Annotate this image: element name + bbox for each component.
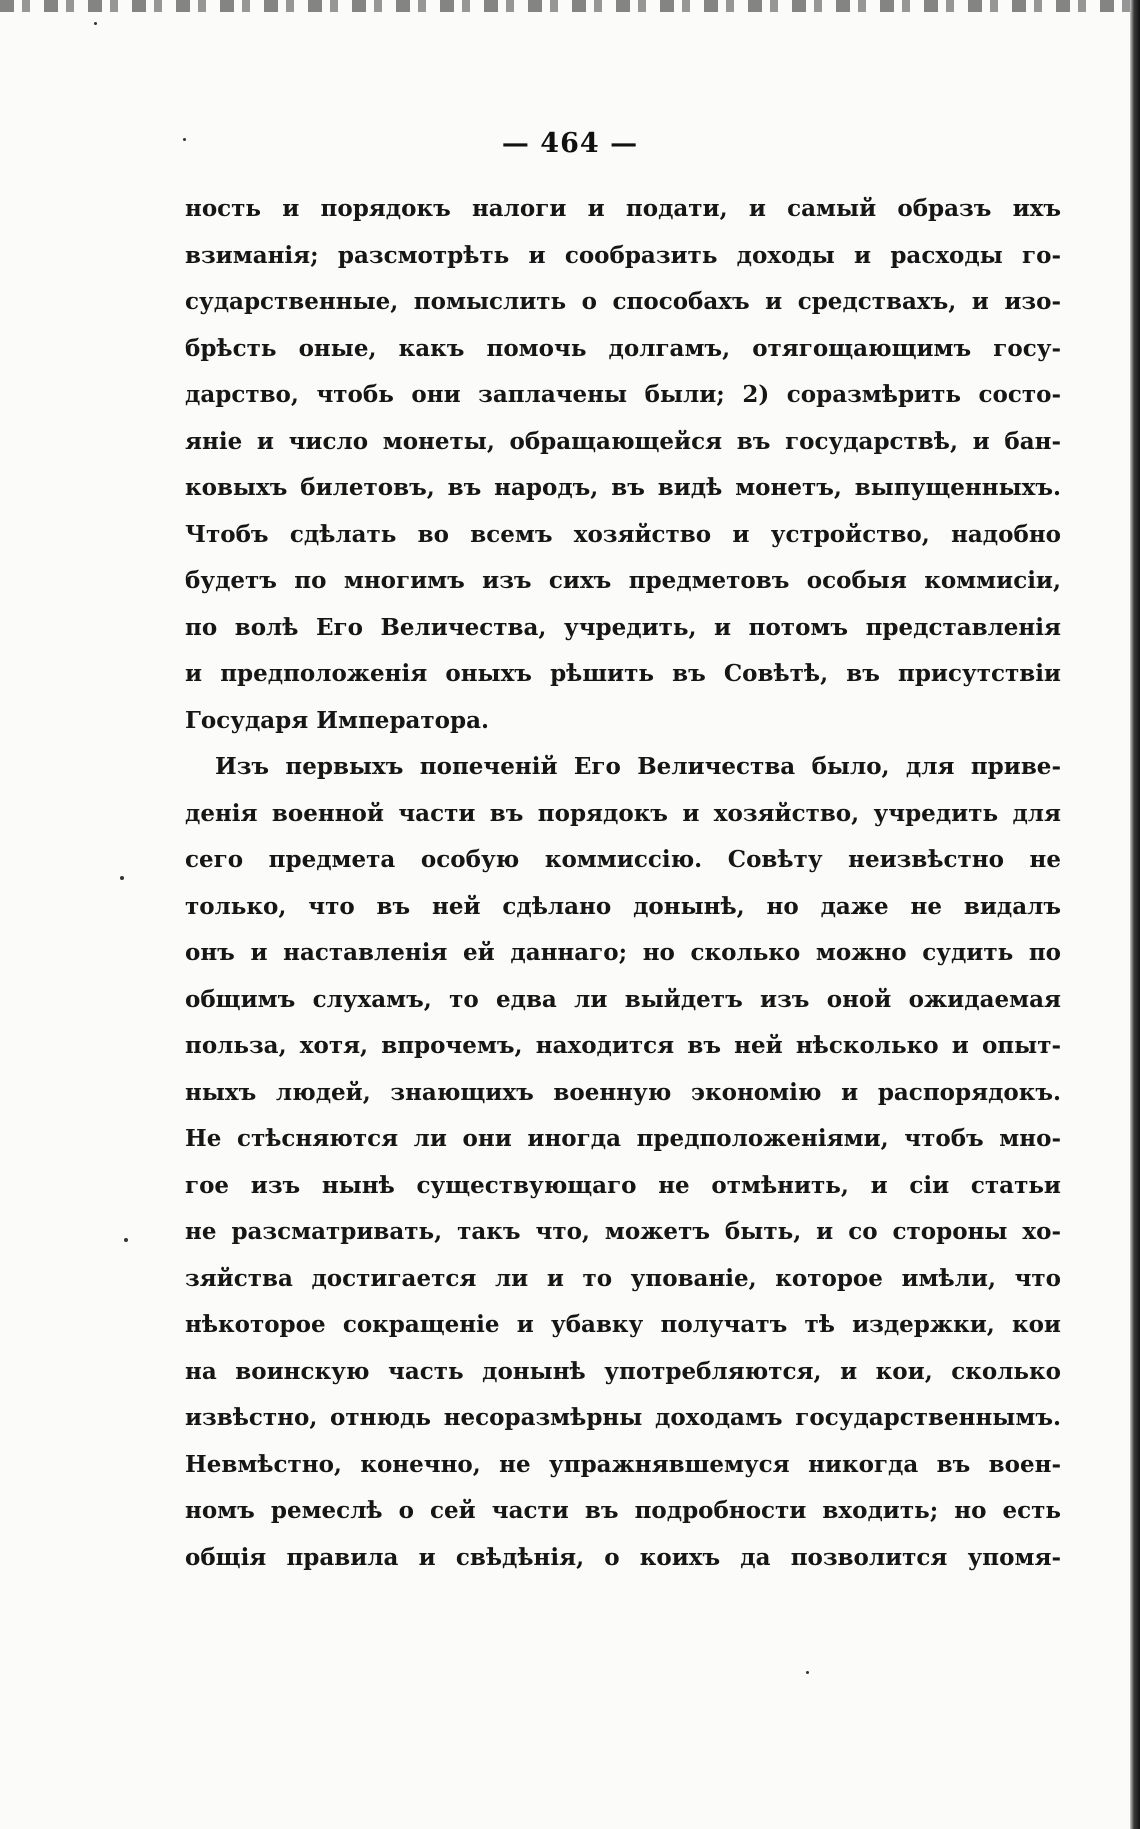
text-line: Невмѣстно, конечно, не упражнявшемуся никогда въ воен-	[185, 1450, 1061, 1478]
text-line: номъ ремеслѣ о сей части въ подробности входить; но есть	[185, 1497, 1061, 1524]
text-line: сударственные, помыслить о способахъ и средствахъ, и изо-	[185, 288, 1061, 315]
text-line: взиманія; разсмотрѣть и сообразить доходы и расходы го-	[185, 241, 1061, 269]
text-line: гое изъ нынѣ существующаго не отмѣнить, и сіи статьи	[185, 1171, 1061, 1199]
text-line: Изъ первыхъ попеченій Его Величества было, для приве-	[215, 753, 1061, 780]
text-line: извѣстно, отнюдь несоразмѣрны доходамъ государственнымъ.	[185, 1404, 1061, 1431]
text-line: и предположенія оныхъ рѣшить въ Совѣтѣ, въ присутствіи	[185, 660, 1061, 687]
scan-speck	[124, 1238, 128, 1242]
text-line: дарство, чтобь они заплачены были; 2) соразмѣрить состо-	[185, 381, 1061, 408]
scan-top-edge	[0, 0, 1140, 12]
scan-speck	[120, 876, 124, 880]
text-line: ность и порядокъ налоги и подати, и самый образъ ихъ	[185, 195, 1061, 222]
text-line: на воинскую часть донынѣ употребляются, и кои, сколько	[185, 1357, 1061, 1385]
body-text	[185, 186, 1061, 1581]
text-line: польза, хотя, впрочемъ, находится въ ней нѣсколько и опыт-	[185, 1032, 1061, 1059]
text-line: ковыхъ билетовъ, въ народъ, въ видѣ монетъ, выпущенныхъ.	[185, 474, 1061, 501]
text-line: онъ и наставленія ей даннаго; но сколько можно судить по	[185, 939, 1061, 966]
text-line: нѣкоторое сокращеніе и убавку получатъ тѣ издержки, кои	[185, 1311, 1061, 1338]
text-line: ныхъ людей, знающихъ военную экономію и распорядокъ.	[185, 1078, 1061, 1106]
page-number: — 464 —	[501, 128, 639, 159]
text-line: будетъ по многимъ изъ сихъ предметовъ особыя коммисіи,	[185, 567, 1061, 594]
text-line: яніе и число монеты, обращающейся въ государствѣ, и бан-	[185, 427, 1061, 455]
text-line: брѣсть оные, какъ помочь долгамъ, отягощающимъ госу-	[185, 334, 1061, 362]
text-line: сего предмета особую коммиссію. Совѣту неизвѣстно не	[185, 846, 1061, 873]
text-line: по волѣ Его Величества, учредить, и потомъ представленія	[185, 613, 1061, 641]
scan-speck	[94, 22, 97, 25]
text-line: Не стѣсняются ли они иногда предположеніями, чтобъ мно-	[185, 1125, 1061, 1152]
scan-right-edge	[1130, 0, 1140, 1829]
text-line: денія военной части въ порядокъ и хозяйство, учредить для	[185, 799, 1061, 827]
text-line: Государя Императора.	[185, 706, 490, 734]
text-line: не разсматривать, такъ что, можетъ быть, и со стороны хо-	[185, 1218, 1061, 1245]
text-line: зяйства достигается ли и то упованіе, которое имѣли, что	[185, 1264, 1061, 1292]
text-line: общія правила и свѣдѣнія, о коихъ да позволится упомя-	[185, 1543, 1061, 1571]
text-line: общимъ слухамъ, то едва ли выйдетъ изъ оной ожидаемая	[185, 985, 1061, 1013]
text-line: Чтобъ сдѣлать во всемъ хозяйство и устройство, надобно	[185, 520, 1061, 548]
scan-speck	[806, 1671, 809, 1674]
text-line: только, что въ ней сдѣлано донынѣ, но даже не видалъ	[185, 892, 1061, 920]
